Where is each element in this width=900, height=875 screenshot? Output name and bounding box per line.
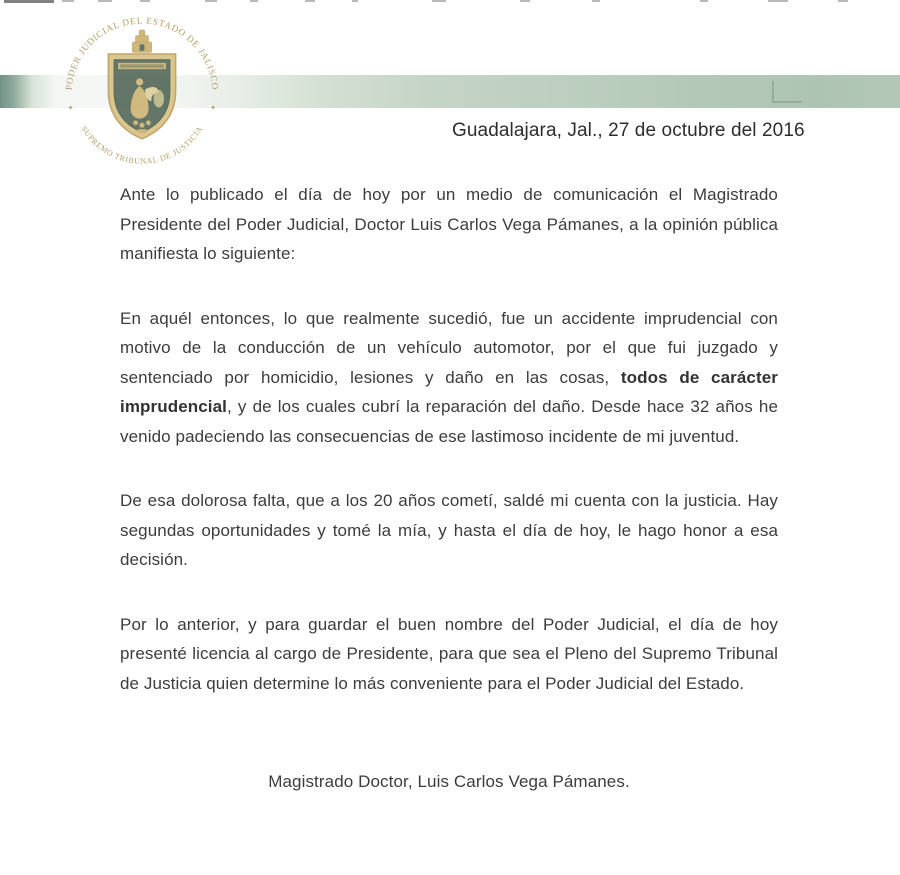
top-edge-dash bbox=[700, 0, 708, 2]
date-line: Guadalajara, Jal., 27 de octubre del 2016 bbox=[452, 120, 805, 141]
paragraph bbox=[120, 610, 778, 699]
signature-line: Magistrado Doctor, Luis Carlos Vega Pámanes. bbox=[268, 772, 630, 791]
text-run: En aquél entonces, lo que realmente sucedió, fue un accidente imprudencial con motivo de la conducción de un vehículo automotor, por el que fui juzgado y sentenciado por homicidio, lesiones y daño en las cosas, bbox=[120, 308, 778, 387]
paragraph bbox=[120, 486, 778, 575]
corner-bracket-mark bbox=[772, 81, 802, 103]
paragraph bbox=[120, 180, 778, 269]
coat-of-arms-icon bbox=[108, 30, 176, 139]
top-edge-dash bbox=[250, 0, 258, 2]
text-run: , y de los cuales cubrí la reparación del daño. Desde hace 32 años he venido padeciendo las consecuencias de ese lastimoso incidente de mi juventud. bbox=[120, 397, 778, 446]
top-edge-dash bbox=[140, 0, 150, 2]
top-edge-dash bbox=[4, 0, 54, 3]
text-run: De esa dolorosa falta, que a los 20 años cometí, saldé mi cuenta con la justicia. Hay segundas oportunidades y tomé la mía, y hasta el día de hoy, le hago honor a esa decisión. bbox=[120, 491, 778, 569]
document-paragraphs bbox=[120, 180, 778, 733]
top-edge-dash bbox=[592, 0, 600, 2]
seal-separator-right-icon: ✦ bbox=[210, 104, 217, 112]
bold-run: todos de carácter imprudencial bbox=[120, 367, 778, 416]
judicial-seal bbox=[62, 14, 222, 174]
seal-ring-text-top: PODER JUDICIAL DEL ESTADO DE JALISCO bbox=[63, 15, 221, 91]
paragraph bbox=[120, 304, 778, 452]
top-edge-dash bbox=[98, 0, 112, 2]
top-edge-dash bbox=[768, 0, 788, 2]
text-run: Por lo anterior, y para guardar el buen nombre del Poder Judicial, el día de hoy presenté licencia al cargo de Presidente, para que sea el Pleno del Supremo Tribunal de Justicia quien determine lo más conveniente para el Poder Judicial del Estado. bbox=[120, 614, 778, 693]
top-edge-dash bbox=[520, 0, 530, 2]
seal-separator-left-icon: ✦ bbox=[67, 104, 74, 112]
top-edge-dash bbox=[352, 0, 358, 2]
text-run: Ante lo publicado el día de hoy por un medio de comunicación el Magistrado Presidente del Poder Judicial, Doctor Luis Carlos Vega Pámanes, a la opinión pública manifiesta lo siguiente: bbox=[120, 185, 778, 263]
top-edge-dash bbox=[305, 0, 315, 2]
top-edge-dash bbox=[62, 0, 74, 2]
top-edge-dash bbox=[838, 0, 848, 2]
top-edge-dash bbox=[205, 0, 217, 2]
top-edge-dash bbox=[432, 0, 446, 2]
seal-ring-text-bottom: SUPREMO TRIBUNAL DE JUSTICIA bbox=[79, 124, 205, 166]
